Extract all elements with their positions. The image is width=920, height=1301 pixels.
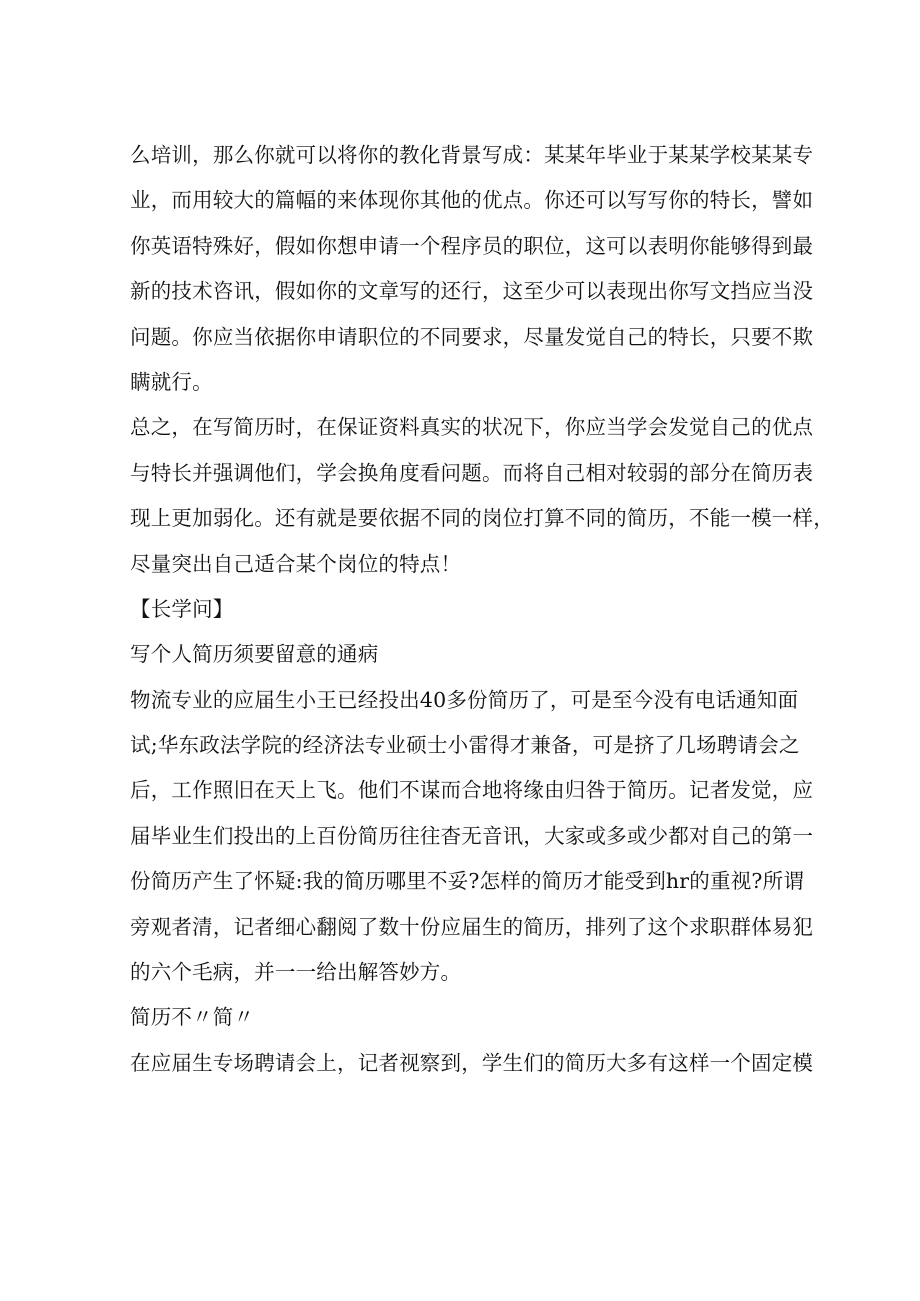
text-line: 在应届生专场聘请会上，记者视察到，学生们的简历大多有这样一个固定模 <box>130 1050 814 1075</box>
text-line: 业 ， 而 用 较 大 的 篇 幅 的 来 体 现 你 其 他 的 优 点 。 你 还 可 以 写 写 你 的 特 长 ， 譬 如 <box>130 188 814 213</box>
text-line: 尽量突出自己适合某个岗位的特点！ <box>130 551 462 576</box>
text-line: 简历不〃简〃 <box>130 1005 255 1030</box>
text-line: 届 毕 业 生 们 投 出 的 上 百 份 简 历 往 往 杳 无 音 讯 ， 大 家 或 多 或 少 都 对 自 己 的 第 一 <box>130 823 814 848</box>
text-line: 你 英 语 特 殊 好 ， 假 如 你 想 申 请 一 个 程 序 员 的 职 位 ， 这 可 以 表 明 你 能 够 得 到 最 <box>130 233 814 258</box>
paragraph-p1 <box>130 133 814 405</box>
text-line: 份 简 历 产 生 了 怀 疑 : 我 的 简 历 哪 里 不 妥 ? 怎 样 的 简 历 才 能 受 到 hr 的 重 视 ? 所 谓 <box>130 869 805 894</box>
text-line: 与 特 长 并 强 调 他 们 ， 学 会 换 角 度 看 问 题 。 而 将 自 己 相 对 较 弱 的 部 分 在 简 历 表 <box>130 460 814 485</box>
paragraph-p3 <box>130 587 796 632</box>
text-line: 新 的 技 术 咨 讯 ， 假 如 你 的 文 章 写 的 还 行 ， 这 至 少 可 以 表 现 出 你 写 文 挡 应 当 没 <box>130 279 814 304</box>
text-line: 么 培 训 ， 那 么 你 就 可 以 将 你 的 教 化 背 景 写 成 ： 某 某 年 毕 业 于 某 某 学 校 某 某 专 <box>130 143 814 167</box>
text-line: 旁 观 者 清 ， 记 者 细 心 翻 阅 了 数 十 份 应 届 生 的 简 历 ， 排 列 了 这 个 求 职 群 体 易 犯 <box>130 914 814 939</box>
text-line: 后 ， 工 作 照 旧 在 天 上 飞 。 他 们 不 谋 而 合 地 将 缘 由 归 咎 于 简 历 。 记 者 发 觉 ， 应 <box>130 778 814 803</box>
text-line: 物 流 专 业 的 应 届 生 小 王 已 经 投 出 40 多 份 简 历 了 ， 可 是 至 今 没 有 电 话 通 知 面 <box>130 687 799 712</box>
paragraph-p7 <box>130 1041 814 1086</box>
text-line: 瞒就行。 <box>130 369 213 394</box>
paragraph-p6 <box>130 995 796 1040</box>
paragraph-p2 <box>130 405 834 587</box>
text-line: 写个人简历须要留意的通病 <box>130 642 379 667</box>
paragraph-p5 <box>130 678 814 996</box>
text-line: 总 之 ， 在 写 简 历 时 ， 在 保 证 资 料 真 实 的 状 况 下 ， 你 应 当 学 会 发 觉 自 己 的 优 点 <box>130 415 814 440</box>
paragraph-p4 <box>130 632 796 677</box>
text-line: 的六个毛病，并一一给出解答妙方。 <box>130 960 462 985</box>
document-body <box>130 133 834 1086</box>
text-line: 问 题 。 你 应 当 依 据 你 申 请 职 位 的 不 同 要 求 ， 尽 量 发 觉 自 己 的 特 长 ， 只 要 不 欺 <box>130 324 814 349</box>
text-line: 试 ; 华 东 政 法 学 院 的 经 济 法 专 业 硕 士 小 雷 得 才 兼 备 ， 可 是 挤 了 几 场 聘 请 会 之 <box>130 733 800 758</box>
text-line: 【长学问】 <box>130 596 234 621</box>
text-line: 现 上 更 加 弱 化 。 还 有 就 是 要 依 据 不 同 的 岗 位 打 算 不 同 的 简 历 ， 不 能 一 模 一 样 ， <box>130 506 834 531</box>
